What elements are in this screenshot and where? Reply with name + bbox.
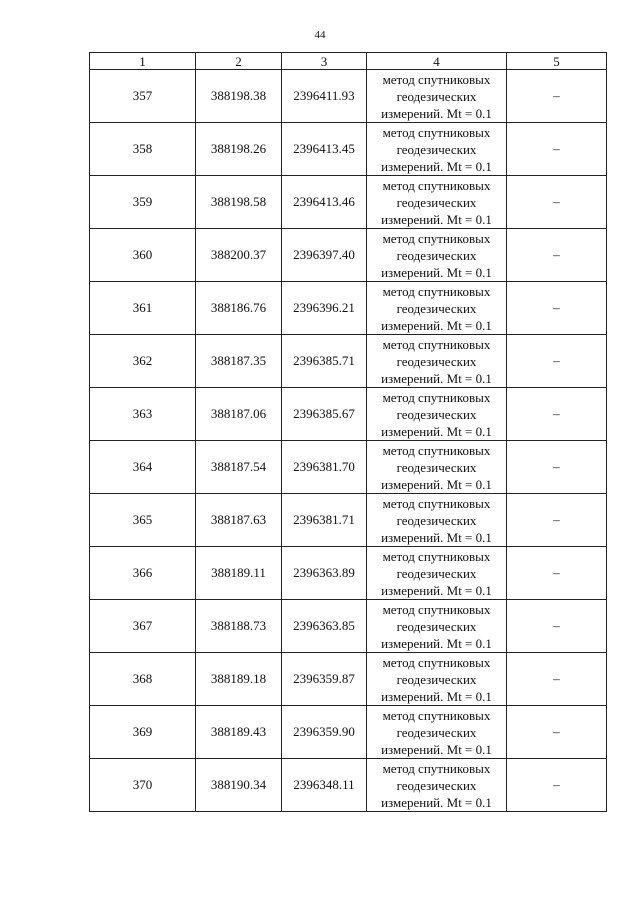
method-line: метод спутниковых (382, 283, 491, 299)
method-line: метод спутниковых (382, 548, 491, 564)
method-line: геодезических (396, 194, 477, 210)
table-row (90, 123, 607, 176)
method-line: геодезических (396, 88, 477, 104)
method-cell (367, 282, 507, 335)
column-header-3: 3 (282, 53, 367, 70)
point-number-cell: 360 (90, 229, 196, 282)
method-cell (367, 494, 507, 547)
table-row (90, 547, 607, 600)
point-number-cell: 359 (90, 176, 196, 229)
page-number: 44 (314, 29, 326, 41)
table-row (90, 600, 607, 653)
method-line: измерений. Mt = 0.1 (381, 529, 492, 545)
point-number-cell: 368 (90, 653, 196, 706)
x-coordinate-cell: 388198.58 (196, 176, 282, 229)
point-number-cell: 365 (90, 494, 196, 547)
x-coordinate-cell: 388188.73 (196, 600, 282, 653)
table-header (90, 53, 607, 70)
column-header-5: 5 (507, 53, 607, 70)
header-row (90, 53, 607, 70)
y-coordinate-cell: 2396363.89 (282, 547, 367, 600)
x-coordinate-cell: 388200.37 (196, 229, 282, 282)
x-coordinate-cell: 388189.18 (196, 653, 282, 706)
table-row (90, 282, 607, 335)
method-line: метод спутниковых (382, 336, 491, 352)
method-line: измерений. Mt = 0.1 (381, 211, 492, 227)
method-line: геодезических (396, 300, 477, 316)
method-line: геодезических (396, 724, 477, 740)
method-line: измерений. Mt = 0.1 (381, 688, 492, 704)
note-cell: – (507, 547, 607, 600)
x-coordinate-cell: 388198.38 (196, 70, 282, 123)
column-header-1: 1 (90, 53, 196, 70)
method-cell (367, 547, 507, 600)
method-line: геодезических (396, 459, 477, 475)
method-cell (367, 600, 507, 653)
point-number-cell: 366 (90, 547, 196, 600)
method-line: метод спутниковых (382, 495, 491, 511)
note-cell: – (507, 282, 607, 335)
table-row (90, 229, 607, 282)
method-line: метод спутниковых (382, 124, 491, 140)
y-coordinate-cell: 2396381.71 (282, 494, 367, 547)
method-line: геодезических (396, 671, 477, 687)
x-coordinate-cell: 388187.63 (196, 494, 282, 547)
point-number-cell: 369 (90, 706, 196, 759)
method-line: измерений. Mt = 0.1 (381, 476, 492, 492)
x-coordinate-cell: 388187.06 (196, 388, 282, 441)
method-line: геодезических (396, 406, 477, 422)
table-row (90, 441, 607, 494)
column-header-2: 2 (196, 53, 282, 70)
method-line: метод спутниковых (382, 707, 491, 723)
point-number-cell: 364 (90, 441, 196, 494)
method-line: метод спутниковых (382, 389, 491, 405)
table-body (90, 70, 607, 812)
y-coordinate-cell: 2396348.11 (282, 759, 367, 812)
method-cell (367, 759, 507, 812)
method-line: метод спутниковых (382, 177, 491, 193)
table-row (90, 70, 607, 123)
y-coordinate-cell: 2396385.71 (282, 335, 367, 388)
x-coordinate-cell: 388189.43 (196, 706, 282, 759)
method-line: метод спутниковых (382, 230, 491, 246)
method-line: измерений. Mt = 0.1 (381, 741, 492, 757)
column-header-4: 4 (367, 53, 507, 70)
y-coordinate-cell: 2396359.87 (282, 653, 367, 706)
table-row (90, 388, 607, 441)
note-cell: – (507, 653, 607, 706)
method-line: геодезических (396, 777, 477, 793)
x-coordinate-cell: 388187.35 (196, 335, 282, 388)
point-number-cell: 370 (90, 759, 196, 812)
x-coordinate-cell: 388198.26 (196, 123, 282, 176)
table-row (90, 759, 607, 812)
y-coordinate-cell: 2396413.45 (282, 123, 367, 176)
method-line: измерений. Mt = 0.1 (381, 794, 492, 810)
point-number-cell: 362 (90, 335, 196, 388)
x-coordinate-cell: 388186.76 (196, 282, 282, 335)
point-number-cell: 361 (90, 282, 196, 335)
method-line: метод спутниковых (382, 654, 491, 670)
table-row (90, 653, 607, 706)
note-cell: – (507, 388, 607, 441)
method-line: измерений. Mt = 0.1 (381, 317, 492, 333)
method-line: измерений. Mt = 0.1 (381, 423, 492, 439)
table-row (90, 494, 607, 547)
method-cell (367, 123, 507, 176)
method-cell (367, 70, 507, 123)
y-coordinate-cell: 2396385.67 (282, 388, 367, 441)
point-number-cell: 357 (90, 70, 196, 123)
y-coordinate-cell: 2396397.40 (282, 229, 367, 282)
method-line: метод спутниковых (382, 71, 491, 87)
method-line: геодезических (396, 141, 477, 157)
method-line: метод спутниковых (382, 760, 491, 776)
y-coordinate-cell: 2396363.85 (282, 600, 367, 653)
x-coordinate-cell: 388190.34 (196, 759, 282, 812)
note-cell: – (507, 759, 607, 812)
method-line: измерений. Mt = 0.1 (381, 635, 492, 651)
table-row (90, 706, 607, 759)
note-cell: – (507, 335, 607, 388)
y-coordinate-cell: 2396381.70 (282, 441, 367, 494)
method-line: геодезических (396, 247, 477, 263)
method-line: геодезических (396, 512, 477, 528)
method-cell (367, 441, 507, 494)
method-cell (367, 335, 507, 388)
note-cell: – (507, 600, 607, 653)
y-coordinate-cell: 2396396.21 (282, 282, 367, 335)
method-cell (367, 176, 507, 229)
method-cell (367, 706, 507, 759)
table-row (90, 335, 607, 388)
method-line: измерений. Mt = 0.1 (381, 370, 492, 386)
note-cell: – (507, 123, 607, 176)
method-line: метод спутниковых (382, 601, 491, 617)
x-coordinate-cell: 388187.54 (196, 441, 282, 494)
note-cell: – (507, 494, 607, 547)
y-coordinate-cell: 2396413.46 (282, 176, 367, 229)
coordinates-table (89, 52, 607, 812)
method-line: геодезических (396, 618, 477, 634)
method-line: геодезических (396, 565, 477, 581)
x-coordinate-cell: 388189.11 (196, 547, 282, 600)
point-number-cell: 358 (90, 123, 196, 176)
method-line: измерений. Mt = 0.1 (381, 105, 492, 121)
method-line: измерений. Mt = 0.1 (381, 264, 492, 280)
table-row (90, 176, 607, 229)
method-line: геодезических (396, 353, 477, 369)
note-cell: – (507, 441, 607, 494)
note-cell: – (507, 176, 607, 229)
method-line: измерений. Mt = 0.1 (381, 158, 492, 174)
y-coordinate-cell: 2396359.90 (282, 706, 367, 759)
point-number-cell: 363 (90, 388, 196, 441)
method-cell (367, 229, 507, 282)
method-cell (367, 653, 507, 706)
point-number-cell: 367 (90, 600, 196, 653)
y-coordinate-cell: 2396411.93 (282, 70, 367, 123)
method-line: метод спутниковых (382, 442, 491, 458)
method-cell (367, 388, 507, 441)
note-cell: – (507, 706, 607, 759)
method-line: измерений. Mt = 0.1 (381, 582, 492, 598)
note-cell: – (507, 70, 607, 123)
note-cell: – (507, 229, 607, 282)
